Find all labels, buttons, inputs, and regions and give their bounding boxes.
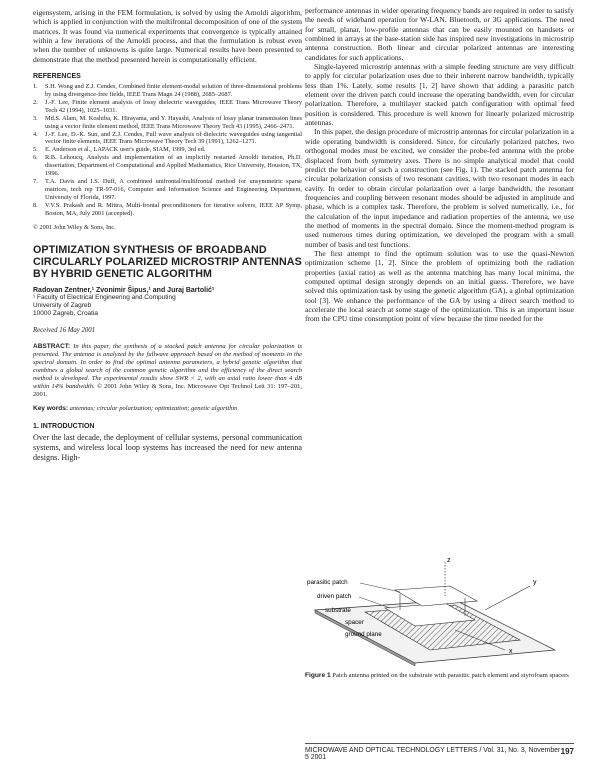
intro-section [33, 433, 302, 463]
references-list [33, 83, 302, 217]
intro-paragraph: Over the last decade, the deployment of cellular systems, personal communication systems, and wireless local loop systems has increased the need for new antenna designs. High- [33, 433, 302, 463]
x-axis-label: x [509, 648, 513, 655]
body-paragraph: performance antennas in wider operating frequency bands are required in order to satisfy the needs of wideband operation for W-LAN, Bluetooth, or 3G applications. The need for small, planar, low-profile antennas that can be easily mounted on handsets or combined in arrays at the base-station side has inspired new investigations in microstrip antenna construction. Both linear and circular polarized antennas are interesting candidates for such applications. [305, 6, 574, 62]
keywords-label: Key words: [33, 405, 69, 413]
abstract-label: ABSTRACT: [33, 343, 71, 351]
abstract-text: In this paper, the synthesis of a stacked patch antenna for circular polarization is presented. The antenna is analyzed by the fullwave approach based on the method of moments in the spectral domain. In order to find the optimal antenna parameters, a hybrid genetic algorithm that combines a global search of the common genetic algorithm and the efficiency of the direct search method is developed. The experimental results show SWR < 2, with an axial ratio lower than 4 dB within 14% bandwidth. [33, 343, 302, 391]
driven-patch-label: driven patch [317, 593, 352, 600]
continuation-paragraph: eigensystem, arising in the FEM formulation, is solved by using the Arnoldi algorithm, which is applied in conjunction with the multifrontal decomposition of one of the system matrices. It was found via numerical experiments that convergence is typically attained within a few iterations of the Arnoldi process, and that the formulation is robust even when the number of unknowns is quite large. Numerical results have been presented to demonstrate that the method presented herein is computationally efficient. [33, 8, 302, 64]
page-footer [305, 743, 574, 761]
reference-item: 6. R.B. Lehoucq, Analysis and implementation of an implicitly restarted Arnoldi iteration, Ph.D. dissertation, Department of Computational and Applied Mathematics, Rice University, Houston, TX, 1996. [33, 154, 302, 178]
reference-item: 5. E. Anderson et al., LAPACK user's guide, SIAM, 1999, 3rd ed. [33, 146, 206, 154]
antenna-diagram [305, 550, 574, 666]
right-column [305, 6, 574, 324]
body-paragraph: The first attempt to find the optimum solution was to use the quasi-Newton optimization scheme [1, 2]. Since the problem of optimizing both the radiation properties (axial ratio) as well as the antenna matching has many local minima, the computed optimal design strongly depends on an initial guess. Therefore, we have solved this optimization task by using the genetic algorithm (GA), a global optimization tool [3]. We enhance the performance of the GA by using a direct search method to accelerate the local search at some stage of the optimization. This is an important issue from the CPU time consumption point of view because the time needed for the [305, 248, 574, 324]
abstract [33, 343, 302, 399]
reference-item: 3. Md.S. Alam, M. Koshiba, K. Hirayama, and Y. Hayashi, Analysis of lossy planar transmission lines using a vector finite element method, IEEE Trans Microwave Theory Tech 43 (1995), 2466–2471. [33, 114, 302, 130]
reference-item: 2. J.-F. Lee, Finite element analysis of lossy dielectric waveguides, IEEE Trans Microwave Theory Tech 42 (1994), 1025–1031. [33, 98, 302, 114]
reference-item: 1. S.H. Wong and Z.J. Cendes, Combined finite element-modal solution of three-dimensional problems by using divergence-free fields, IEEE Trans Magn 24 (1988), 2685–2687. [33, 83, 302, 98]
figure-caption-text: Patch antenna printed on the substrate with parasitic patch element and styrofoam spacers [330, 672, 569, 679]
figure-1 [305, 550, 574, 666]
body-paragraph: In this paper, the design procedure of microstrip antennas for circular polarization in a wide operating bandwidth is considered. Since, for circularly polarized patches, two orthogonal modes must be excited, we consider the probe-fed antenna with the probe displaced from both symmetry axes. There is no simple analytical model that could predict the behavior of such a construction (see Fig. 1). The stacked patch antenna for circular polarization consists of two resonant cavities, with two resonant modes in each cavity. In order to obtain circular polarization over a large bandwidth, the resonant frequencies and coupling between resonant modes should be adjusted in amplitude and phase, which is a complex task. Therefore, the problem is solved numerically, i.e., for the calculation of the input impedance and radiation properties of the antenna, we use the method of moments in the spectral domain. Since the moment-method program is used numerous times during optimization, we developed the program with a small number of basis and test functions. [305, 127, 574, 249]
leader-line [360, 583, 400, 592]
affiliation-line: University of Zagreb [33, 302, 92, 310]
z-axis-label: z [447, 557, 451, 564]
figure-caption [305, 672, 574, 680]
article-authors: Radovan Zentner,¹ Zvonimir Šipus,¹ and Juraj Bartolić¹ [33, 287, 215, 295]
y-axis [485, 586, 530, 610]
body-paragraph: Single-layered microstrip antennas with a simple feeding structure are very difficult to apply for circular polarization uses due to their inherent narrow bandwidth, typically less than 1%. Lately, some results [1, 2] have shown that adding a parasitic patch element over the driven patch could increase the operating bandwidth, even for circular polarization. Therefore, a multilayer stacked patch configuration with optimal feed position is considered. This procedure is well known for linearly polarized microstrip antennas. [305, 62, 574, 128]
intro-heading: 1. INTRODUCTION [33, 423, 95, 431]
article-title: OPTIMIZATION SYNTHESIS OF BROADBAND CIRCULARLY POLARIZED MICROSTRIP ANTENNAS BY HYBRID GENETIC ALGORITHM [33, 244, 302, 281]
ground-plane-label: ground plane [345, 631, 382, 638]
abstract-tail: © 2001 John Wiley & Sons, Inc. Microwave Opt Technol Lett 31: 197–201, 2001. [33, 383, 302, 399]
received-date: Received 16 May 2001 [33, 327, 96, 335]
affiliation-line: 10000 Zagreb, Croatia [33, 310, 99, 318]
references-heading: REFERENCES [33, 73, 81, 81]
affiliation-line: ¹ Faculty of Electrical Engineering and Computing [33, 294, 176, 302]
left-column [33, 8, 302, 463]
affiliation [33, 294, 302, 318]
journal-info: MICROWAVE AND OPTICAL TECHNOLOGY LETTERS / Vol. 31, No. 3, November 5 2001 [305, 747, 561, 761]
spacer-label: spacer [345, 619, 364, 626]
page-number: 197 [560, 747, 574, 756]
figure-caption-label: Figure 1 [305, 672, 331, 679]
keywords-text: antennas; circular polarization; optimization; genetic algorithm [68, 405, 238, 413]
copyright-notice: © 2001 John Wiley & Sons, Inc. [33, 224, 116, 232]
keywords [33, 405, 302, 413]
reference-item: 8. V.V.S. Prakash and R. Mittra, Multi-frontal preconditioners for iterative solvers, IEEE AP Symp, Boston, MA, July 2001 (accepted). [33, 201, 302, 217]
reference-item: 7. T.A. Davis and I.S. Duff, A combined unifrontal/multifrontal method for unsymmetric sparse matrices, tech rep TR-97-016, Computer and Information Science and Engineering Department, University of Florida, 1997. [33, 177, 302, 201]
y-axis-label: y [533, 579, 537, 586]
substrate-label: substrate [325, 607, 351, 614]
reference-item: 4. J.-F. Lee, D.-K. Sun, and Z.J. Cendes, Full wave analysis of dielectric waveguides using tangential vector finite elements, IEEE Trans Microwave Theory Tech 39 (1991), 1262–1271. [33, 130, 302, 146]
parasitic-patch-label: parasitic patch [307, 579, 348, 586]
